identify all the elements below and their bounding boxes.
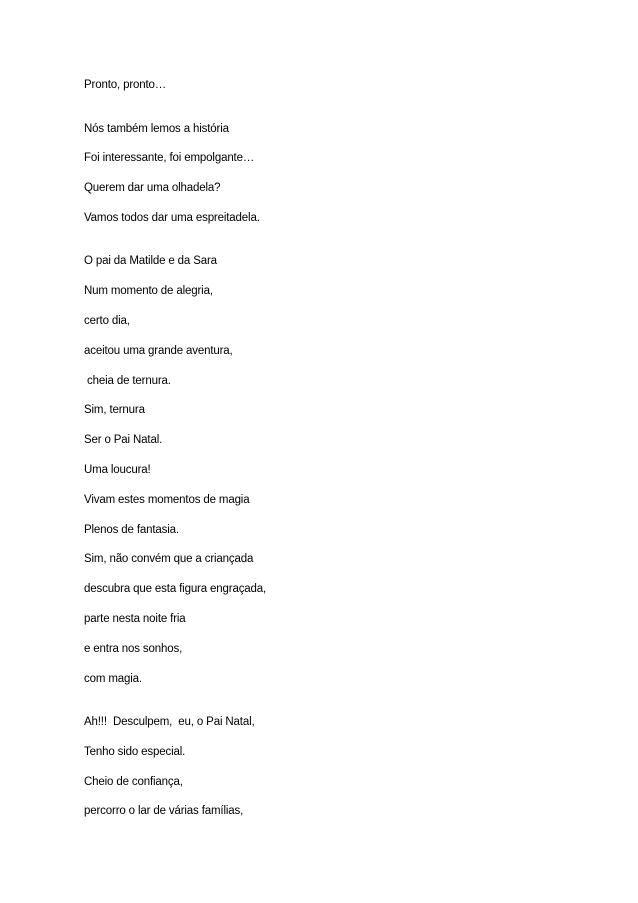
poem-line: aceitou uma grande aventura, bbox=[84, 344, 233, 357]
stanza bbox=[84, 122, 564, 225]
poem-line: cheia de ternura. bbox=[84, 374, 171, 387]
poem-line: O pai da Matilde e da Sara bbox=[84, 255, 217, 268]
poem-line: Tenho sido especial. bbox=[84, 745, 186, 758]
poem-line: Foi interessante, foi empolgante… bbox=[84, 152, 255, 165]
poem-line: parte nesta noite fria bbox=[84, 612, 186, 625]
poem-line: Num momento de alegria, bbox=[84, 285, 213, 298]
poem-line: Querem dar uma olhadela? bbox=[84, 182, 221, 195]
poem-line: Pronto, pronto… bbox=[84, 79, 167, 91]
poem-line: Ah!!! Desculpem, eu, o Pai Natal, bbox=[84, 716, 255, 729]
poem-line: Vamos todos dar uma espreitadela. bbox=[84, 211, 260, 224]
poem-line: Ser o Pai Natal. bbox=[84, 434, 163, 447]
stanza bbox=[84, 715, 564, 818]
poem-line: descubra que esta figura engraçada, bbox=[84, 583, 267, 596]
poem-line: Sim, ternura bbox=[84, 404, 145, 417]
poem-line: Nós também lemos a história bbox=[84, 122, 229, 135]
poem-line: com magia. bbox=[84, 672, 142, 685]
poem-line: Cheio de confiança, bbox=[84, 775, 183, 788]
poem-line: Uma loucura! bbox=[84, 463, 151, 476]
poem-line: e entra nos sonhos, bbox=[84, 642, 183, 655]
poem-body bbox=[84, 78, 564, 834]
poem-line: Vivam estes momentos de magia bbox=[84, 493, 250, 506]
poem-line: Sim, não convém que a criançada bbox=[84, 553, 254, 566]
poem-line: percorro o lar de várias famílias, bbox=[84, 805, 244, 818]
stanza bbox=[84, 254, 564, 685]
poem-line: certo dia, bbox=[84, 314, 130, 327]
poem-line: Plenos de fantasia. bbox=[84, 523, 179, 536]
stanza bbox=[84, 78, 564, 92]
